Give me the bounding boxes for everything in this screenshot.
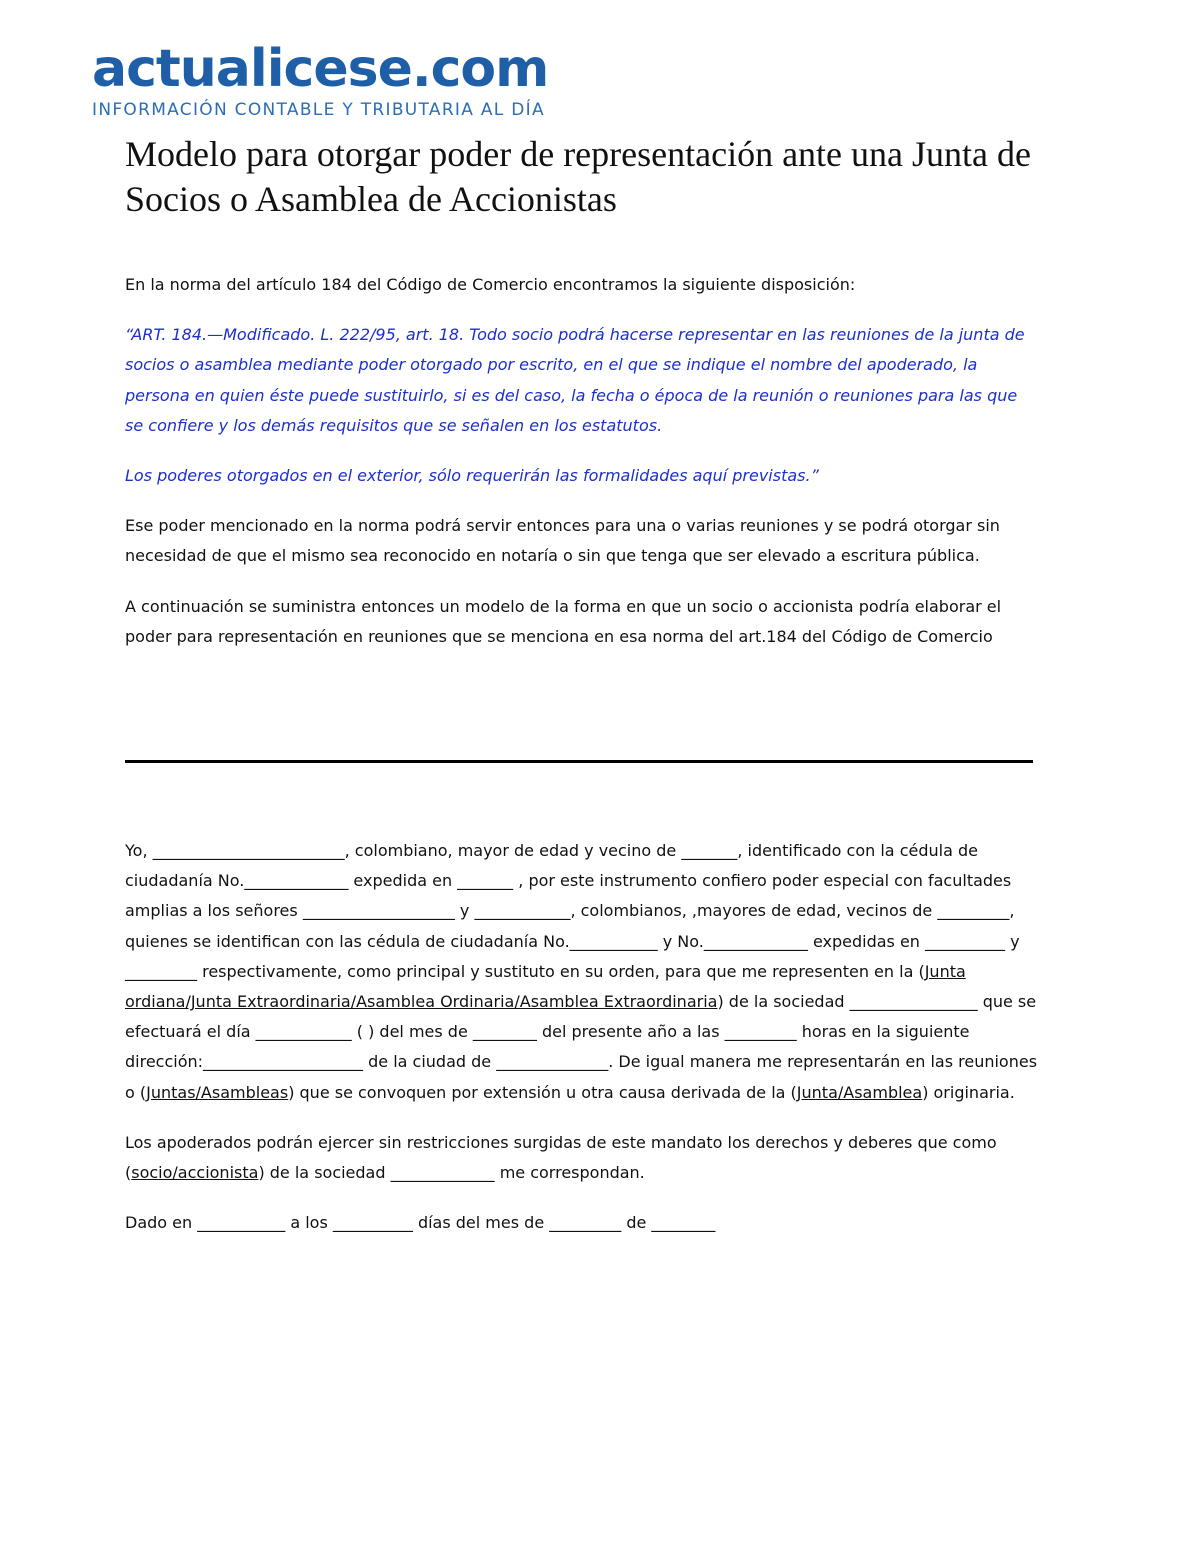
form-paragraph-grant (125, 836, 1040, 1108)
intro-paragraph: En la norma del artículo 184 del Código de Comercio encontramos la siguiente disposición: (125, 275, 856, 294)
meetings-options: Juntas/Asambleas (146, 1082, 289, 1102)
form-text: ) originaria. (922, 1082, 1015, 1102)
power-of-attorney-form (125, 836, 1040, 1258)
model-intro-paragraph: A continuación se suministra entonces un modelo de la forma en que un socio o accionista podría elaborar el poder para representación en reuniones que se menciona en esa norma del art.184 del Código de Comercio (125, 596, 1002, 646)
document-body (125, 270, 1040, 672)
form-text: ) que se convoquen por extensión u otra causa derivada de la ( (288, 1082, 797, 1102)
section-divider (125, 760, 1033, 763)
meeting-type-options: Junta ordiana/Junta Extraordinaria/Asamblea Ordinaria/Asamblea Extraordinaria (125, 961, 966, 1012)
document-title: Modelo para otorgar poder de representación ante una Junta de Socios o Asamblea de Accionistas (125, 134, 1031, 219)
explanation-paragraph: Ese poder mencionado en la norma podrá servir entonces para una o varias reuniones y se podrá otorgar sin necesidad de que el mismo sea reconocido en notaría o sin que tenga que ser elevado a escritura pública. (125, 516, 1000, 566)
form-paragraph-date: Dado en ___________ a los __________ días del mes de _________ de ________ (125, 1213, 716, 1233)
logo (92, 40, 548, 120)
meeting-origin-options: Junta/Asamblea (796, 1082, 923, 1102)
role-options: socio/accionista (131, 1163, 259, 1183)
quote-exterior: Los poderes otorgados en el exterior, sólo requerirán las formalidades aquí previstas.” (125, 466, 819, 486)
logo-text: actualicese.com (92, 39, 549, 99)
form-text: Yo, ________________________, colombiano, mayor de edad y vecino de _______, identificado con la cédula de ciudadanía No._____________ expedida en _______ , por este instrumento confiero poder especial con facultades amplias a los señores ___________________ y ____________, colombianos, ,mayores de edad, vecinos de _________, quienes se identifican con las cédula de ciudadanía No.___________ y No._____________ expedidas en __________ y _________ respectivamente, como principal y sustituto en su orden, para que me representen en la ( (125, 841, 1020, 981)
form-text: ) de la sociedad _____________ me correspondan. (258, 1163, 645, 1183)
form-paragraph-rights (125, 1128, 1040, 1188)
form-text: ) de la sociedad ________________ que se efectuará el día ____________ ( ) del mes de ________ del presente año a las _________ horas en la siguiente dirección:____________________ de la ciudad de ______________. De igual manera me representarán en las reuniones o ( (125, 992, 1038, 1102)
form-text: Los apoderados podrán ejercer sin restricciones surgidas de este mandato los derechos y deberes que como ( (125, 1132, 997, 1183)
logo-tagline: INFORMACIÓN CONTABLE Y TRIBUTARIA AL DÍA (92, 100, 545, 120)
quote-article-184: “ART. 184.—Modificado. L. 222/95, art. 18. Todo socio podrá hacerse representar en las reuniones de la junta de socios o asamblea mediante poder otorgado por escrito, en el que se indique el nombre del apoderado, la persona en quien éste puede sustituirlo, si es del caso, la fecha o época de la reunión o reuniones para las que se confiere y los demás requisitos que se señalen en los estatutos. (125, 325, 1025, 435)
